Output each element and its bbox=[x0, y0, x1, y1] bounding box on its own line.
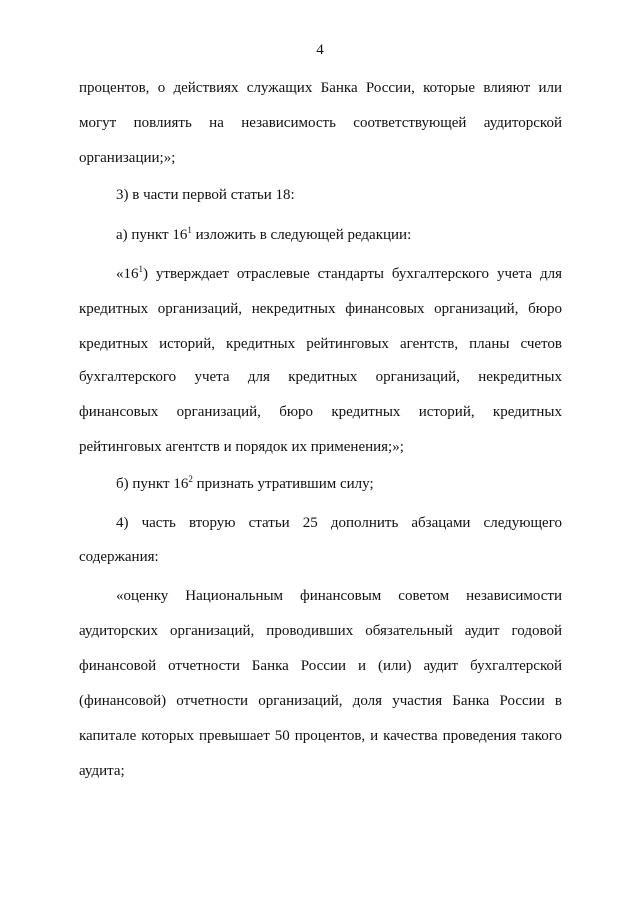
superscript: 1 bbox=[138, 264, 143, 274]
text-line: бухгалтерского учета для кредитных организаций, некредитных bbox=[79, 369, 562, 385]
text-line: содержания: bbox=[79, 549, 159, 565]
text-line: кредитных организаций, некредитных финансовых организаций, бюро bbox=[79, 301, 562, 317]
quoted-line: «оценку Национальным финансовым советом независимости bbox=[116, 588, 562, 604]
list-item: 3) в части первой статьи 18: bbox=[116, 187, 295, 203]
list-item bbox=[116, 226, 411, 244]
page-number: 4 bbox=[316, 42, 324, 58]
text-span: а) пункт 16 bbox=[116, 227, 188, 243]
text-line: капитале которых превышает 50 процентов, и качества проведения такого bbox=[79, 728, 562, 744]
text-line: аудиторских организаций, проводивших обязательный аудит годовой bbox=[79, 623, 562, 639]
text-span: изложить в следующей редакции: bbox=[191, 227, 412, 243]
text-span: ) утверждает отраслевые стандарты бухгалтерского учета для bbox=[143, 266, 562, 282]
text-line: финансовой отчетности Банка России и (или) аудит бухгалтерской bbox=[79, 658, 562, 674]
text-line: кредитных историй, кредитных рейтинговых агентств, планы счетов bbox=[79, 336, 562, 352]
quoted-line bbox=[116, 265, 562, 283]
text-span: признать утратившим силу; bbox=[192, 476, 374, 492]
text-line: могут повлиять на независимость соответствующей аудиторской bbox=[79, 115, 562, 131]
text-line: организации;»; bbox=[79, 150, 176, 166]
list-item: 4) часть вторую статьи 25 дополнить абзацами следующего bbox=[116, 515, 562, 531]
text-line: процентов, о действиях служащих Банка России, которые влияют или bbox=[79, 80, 562, 96]
text-line: (финансовой) отчетности организаций, доля участия Банка России в bbox=[79, 693, 562, 709]
text-line: аудита; bbox=[79, 763, 125, 779]
text-line: рейтинговых агентств и порядок их применения;»; bbox=[79, 439, 404, 455]
list-item bbox=[116, 475, 374, 493]
text-line: финансовых организаций, бюро кредитных историй, кредитных bbox=[79, 404, 562, 420]
superscript: 2 bbox=[188, 474, 193, 484]
text-span: б) пункт 16 bbox=[116, 476, 189, 492]
text-span: «16 bbox=[116, 266, 139, 282]
superscript: 1 bbox=[187, 225, 192, 235]
